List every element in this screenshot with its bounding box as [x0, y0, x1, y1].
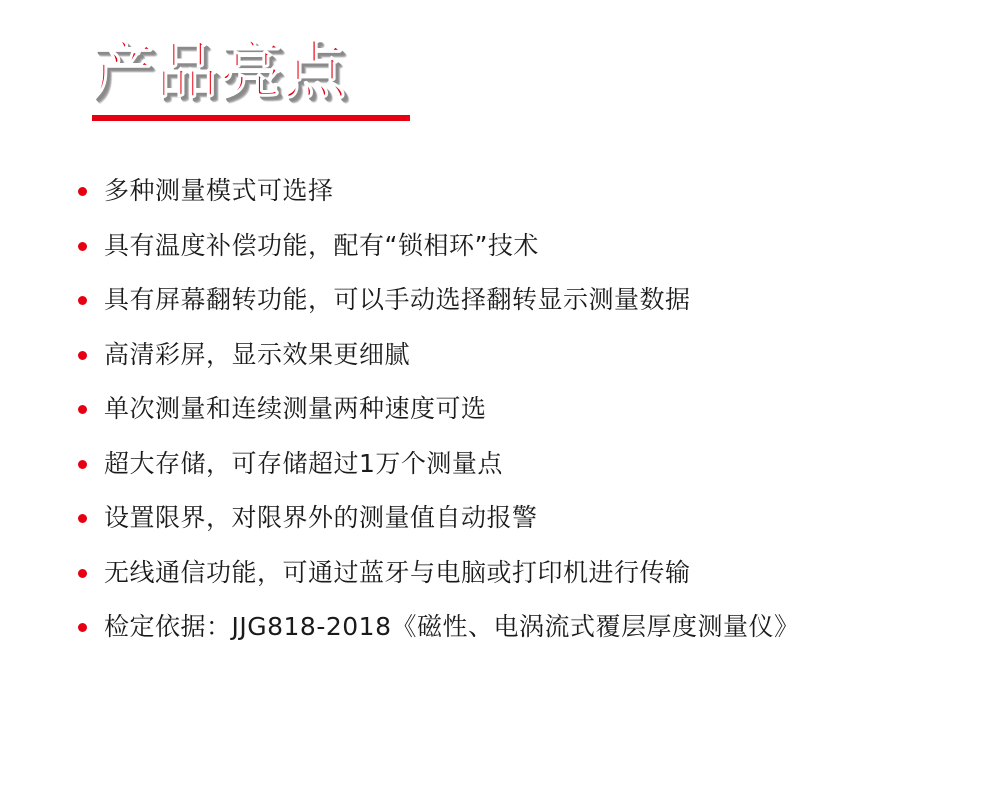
list-item-label: 多种测量模式可选择 — [104, 176, 334, 205]
page-title: 产品亮点 — [92, 34, 349, 107]
list-item — [78, 557, 958, 590]
list-item — [78, 448, 958, 481]
bullet-dot-icon — [78, 351, 87, 360]
bullet-dot-icon — [78, 514, 87, 523]
bullet-dot-icon — [78, 569, 87, 578]
bullet-dot-icon — [78, 623, 87, 632]
list-item — [78, 339, 958, 372]
list-item-label: 单次测量和连续测量两种速度可选 — [104, 394, 487, 423]
list-item — [78, 284, 958, 317]
bullet-dot-icon — [78, 460, 87, 469]
list-item-label: 具有温度补偿功能，配有“锁相环”技术 — [104, 230, 539, 260]
list-item-label: 设置限界，对限界外的测量值自动报警 — [104, 503, 538, 532]
list-item-label: 检定依据：JJG818-2018《磁性、电涡流式覆层厚度测量仪》 — [104, 612, 800, 641]
list-item — [78, 393, 958, 426]
title-underline — [92, 115, 410, 121]
list-item-label: 具有屏幕翻转功能，可以手动选择翻转显示测量数据 — [104, 285, 691, 314]
list-item-label: 高清彩屏，显示效果更细腻 — [104, 339, 411, 369]
bullet-dot-icon — [78, 296, 87, 305]
list-item — [78, 230, 958, 263]
highlights-list — [78, 175, 958, 666]
bullet-dot-icon — [78, 405, 87, 414]
bullet-dot-icon — [78, 242, 87, 251]
page-title-block — [92, 34, 512, 121]
list-item-label: 超大存储，可存储超过1万个测量点 — [104, 448, 503, 478]
list-item — [78, 175, 958, 208]
list-item — [78, 611, 958, 644]
list-item-label: 无线通信功能，可通过蓝牙与电脑或打印机进行传输 — [104, 557, 691, 587]
bullet-dot-icon — [78, 187, 87, 196]
list-item — [78, 502, 958, 535]
